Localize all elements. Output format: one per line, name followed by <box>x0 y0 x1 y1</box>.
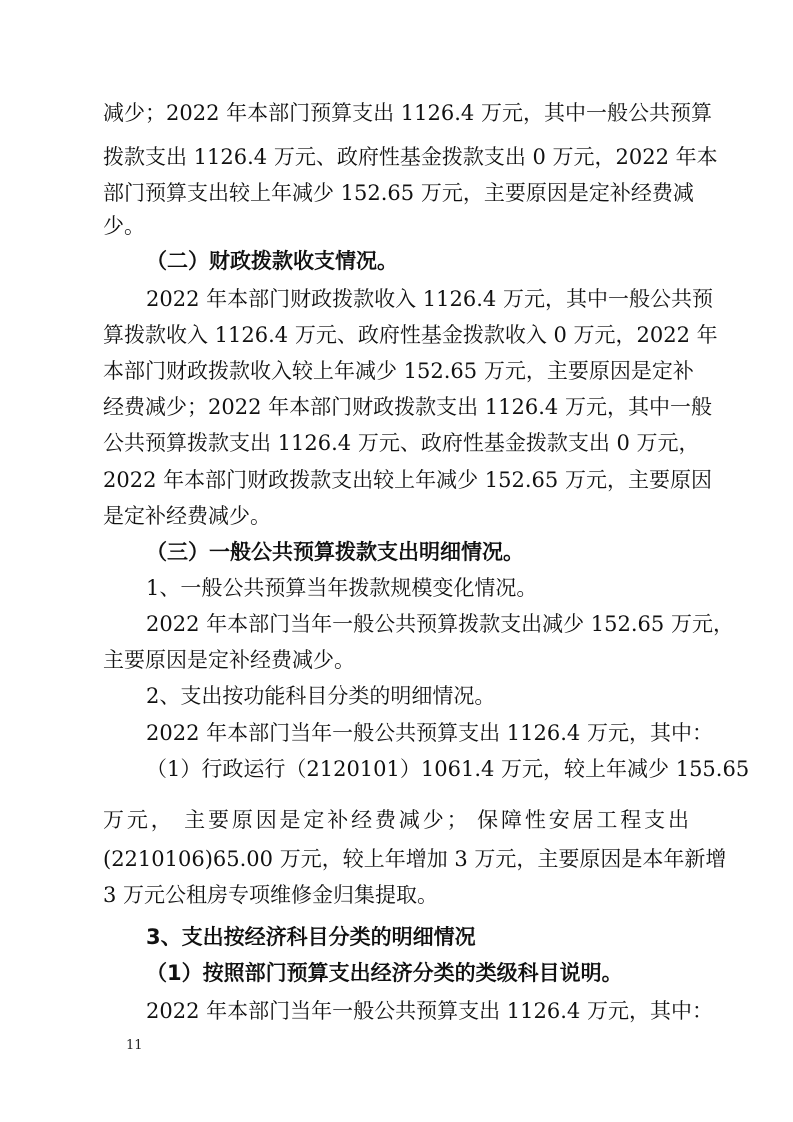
text-line: 1、一般公共预算当年拨款规模变化情况。 <box>146 576 538 600</box>
text-line: 减少；2022 年本部门预算支出 1126.4 万元，其中一般公共预算 <box>103 101 712 125</box>
section-heading: 3、支出按经济科目分类的明细情况 <box>146 925 476 949</box>
section-heading: （1）按照部门预算支出经济分类的类级科目说明。 <box>146 961 623 985</box>
text-line: 2022 年本部门财政拨款收入 1126.4 万元，其中一般公共预 <box>146 287 713 311</box>
text-line: 主要原因是定补经费减少。 <box>103 648 355 672</box>
text-line: 2022 年本部门当年一般公共预算拨款支出减少 152.65 万元， <box>146 612 734 636</box>
text-line: (2210106)65.00 万元，较上年增加 3 万元，主要原因是本年新增 <box>103 847 727 871</box>
text-line: 算拨款收入 1126.4 万元、政府性基金拨款收入 0 万元，2022 年 <box>103 323 718 347</box>
text-line: 经费减少；2022 年本部门财政拨款支出 1126.4 万元，其中一般 <box>103 395 712 419</box>
page-number: 11 <box>126 1038 143 1053</box>
text-line: 2022 年本部门当年一般公共预算支出 1126.4 万元，其中： <box>146 721 713 745</box>
section-heading: （三）一般公共预算拨款支出明细情况。 <box>146 540 524 564</box>
section-heading: （二）财政拨款收支情况。 <box>146 249 398 273</box>
text-line: 2、支出按功能科目分类的明细情况。 <box>146 684 496 708</box>
text-line: 拨款支出 1126.4 万元、政府性基金拨款支出 0 万元，2022 年本 <box>103 145 718 169</box>
text-line: （1）行政运行（2120101）1061.4 万元，较上年减少 155.65 <box>146 757 750 781</box>
text-line: 部门预算支出较上年减少 152.65 万元，主要原因是定补经费减 <box>103 181 694 205</box>
text-line: 少。 <box>103 214 145 238</box>
text-line: 2022 年本部门财政拨款支出较上年减少 152.65 万元，主要原因 <box>103 468 712 492</box>
text-line: 2022 年本部门当年一般公共预算支出 1126.4 万元，其中： <box>146 999 713 1023</box>
text-line: 万元， 主要原因是定补经费减少； 保障性安居工程支出 <box>103 808 689 832</box>
text-line: 公共预算拨款支出 1126.4 万元、政府性基金拨款支出 0 万元， <box>103 431 700 455</box>
text-line: 本部门财政拨款收入较上年减少 152.65 万元，主要原因是定补 <box>103 359 694 383</box>
text-line: 是定补经费减少。 <box>103 504 271 528</box>
text-line: 3 万元公租房专项维修金归集提取。 <box>103 883 439 907</box>
